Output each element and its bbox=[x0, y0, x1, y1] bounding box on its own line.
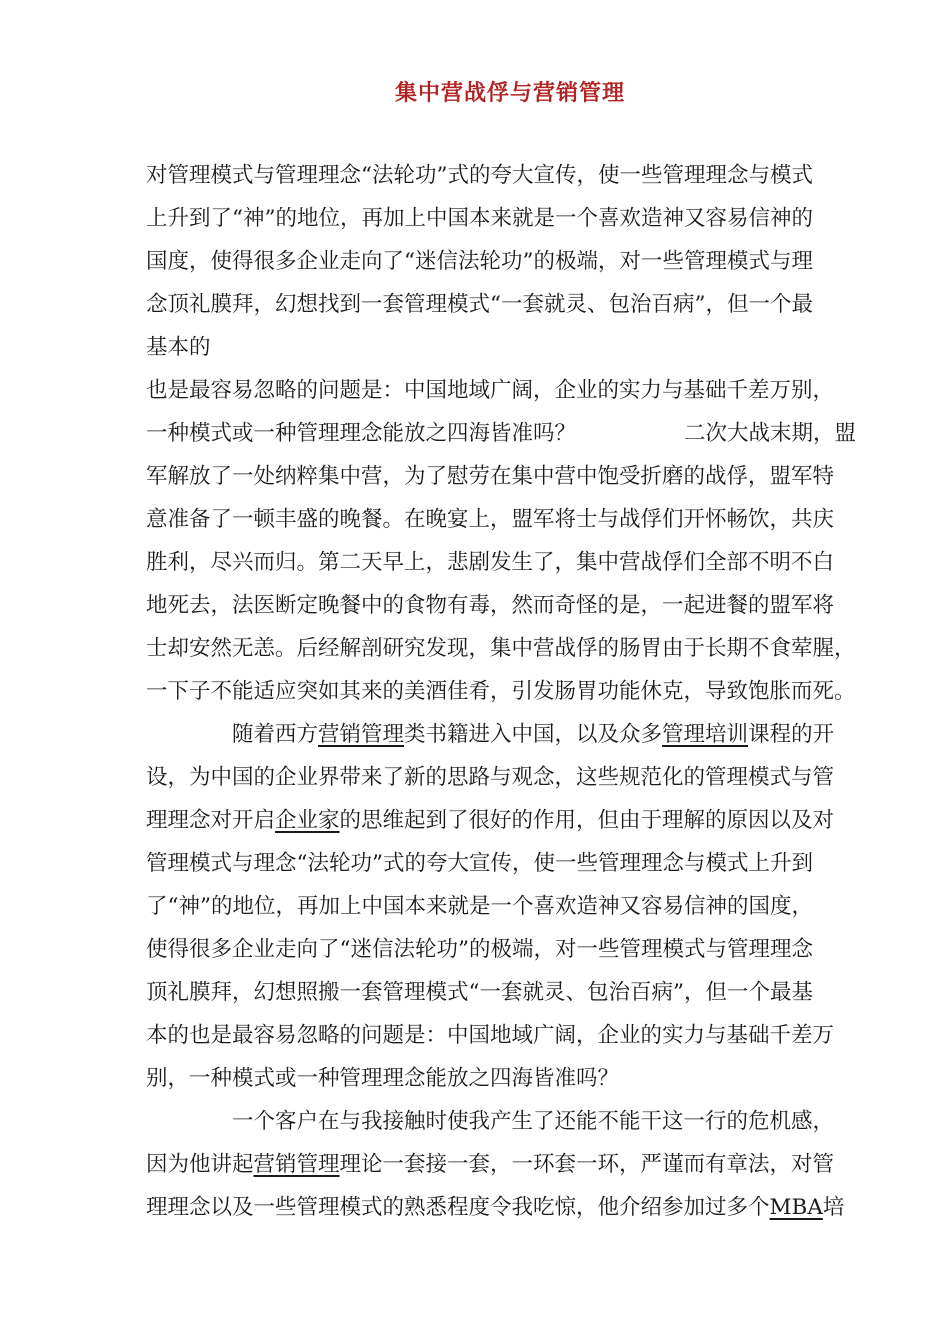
text-line: 管理模式与理念“法轮功”式的夸大宣传，使一些管理理念与模式上升到 bbox=[146, 851, 813, 876]
text-segment: 二次大战末期，盟 bbox=[684, 421, 857, 446]
text-line: 意准备了一顿丰盛的晚餐。在晚宴上，盟军将士与战俘们开怀畅饮，共庆 bbox=[146, 507, 835, 532]
link-marketing-management[interactable]: 营销管理 bbox=[318, 722, 405, 747]
text-segment: 随着西方 bbox=[232, 722, 319, 747]
text-line: 念顶礼膜拜，幻想找到一套管理模式“一套就灵、包治百病”，但一个最 bbox=[146, 292, 813, 317]
text-line: 也是最容易忽略的问题是：中国地域广阔，企业的实力与基础千差万别， bbox=[146, 378, 835, 403]
link-mba[interactable]: MBA bbox=[769, 1195, 823, 1220]
article-body bbox=[146, 154, 876, 1229]
text-line: 别，一种模式或一种管理理念能放之四海皆准吗？ bbox=[146, 1066, 620, 1091]
text-segment: 类书籍进入中国，以及众多 bbox=[404, 722, 663, 747]
text-segment: 因为他讲起 bbox=[146, 1152, 254, 1177]
text-line: 对管理模式与管理理念“法轮功”式的夸大宣传，使一些管理理念与模式 bbox=[146, 163, 813, 188]
text-line bbox=[146, 1143, 876, 1186]
text-line: 上升到了“神”的地位，再加上中国本来就是一个喜欢造神又容易信神的 bbox=[146, 206, 813, 231]
text-line: 一下子不能适应突如其来的美酒佳肴，引发肠胃功能休克，导致饱胀而死。 bbox=[146, 679, 856, 704]
text-line: 地死去，法医断定晚餐中的食物有毒，然而奇怪的是，一起进餐的盟军将 bbox=[146, 593, 835, 618]
text-segment: 一种模式或一种管理理念能放之四海皆准吗？ bbox=[146, 421, 577, 446]
text-segment: 理论一套接一套，一环套一环，严谨而有章法，对管 bbox=[339, 1152, 835, 1177]
link-marketing-management[interactable]: 营销管理 bbox=[253, 1152, 340, 1177]
page-title: 集中营战俘与营销管理 bbox=[394, 80, 625, 106]
text-segment: 理理念以及一些管理模式的熟悉程度令我吃惊，他介绍参加过多个 bbox=[146, 1195, 770, 1220]
text-segment: 课程的开 bbox=[748, 722, 835, 747]
text-line: 基本的 bbox=[146, 335, 211, 360]
text-line: 设，为中国的企业界带来了新的思路与观念，这些规范化的管理模式与管 bbox=[146, 765, 835, 790]
text-segment: 理理念对开启 bbox=[146, 808, 276, 833]
link-entrepreneur[interactable]: 企业家 bbox=[275, 808, 340, 833]
text-line: 胜利，尽兴而归。第二天早上，悲剧发生了，集中营战俘们全部不明不白 bbox=[146, 550, 835, 575]
text-line: 国度，使得很多企业走向了“迷信法轮功”的极端，对一些管理模式与理 bbox=[146, 249, 813, 274]
text-line: 使得很多企业走向了“迷信法轮功”的极端，对一些管理模式与管理理念 bbox=[146, 937, 813, 962]
text-segment: 培 bbox=[822, 1195, 845, 1220]
text-line bbox=[146, 412, 876, 455]
text-line bbox=[146, 799, 876, 842]
text-line: 士却安然无恙。后经解剖研究发现，集中营战俘的肠胃由于长期不食荤腥， bbox=[146, 636, 856, 661]
text-line: 顶礼膜拜，幻想照搬一套管理模式“一套就灵、包治百病”，但一个最基 bbox=[146, 980, 813, 1005]
text-line: 本的也是最容易忽略的问题是：中国地域广阔，企业的实力与基础千差万 bbox=[146, 1023, 835, 1048]
text-line bbox=[146, 1186, 876, 1229]
text-line: 一个客户在与我接触时使我产生了还能不能干这一行的危机感， bbox=[232, 1109, 835, 1134]
text-line: 军解放了一处纳粹集中营，为了慰劳在集中营中饱受折磨的战俘，盟军特 bbox=[146, 464, 835, 489]
text-segment: 的思维起到了很好的作用，但由于理解的原因以及对 bbox=[339, 808, 835, 833]
text-line: 了“神”的地位，再加上中国本来就是一个喜欢造神又容易信神的国度， bbox=[146, 894, 813, 919]
link-management-training[interactable]: 管理培训 bbox=[662, 722, 749, 747]
text-line bbox=[146, 713, 876, 756]
